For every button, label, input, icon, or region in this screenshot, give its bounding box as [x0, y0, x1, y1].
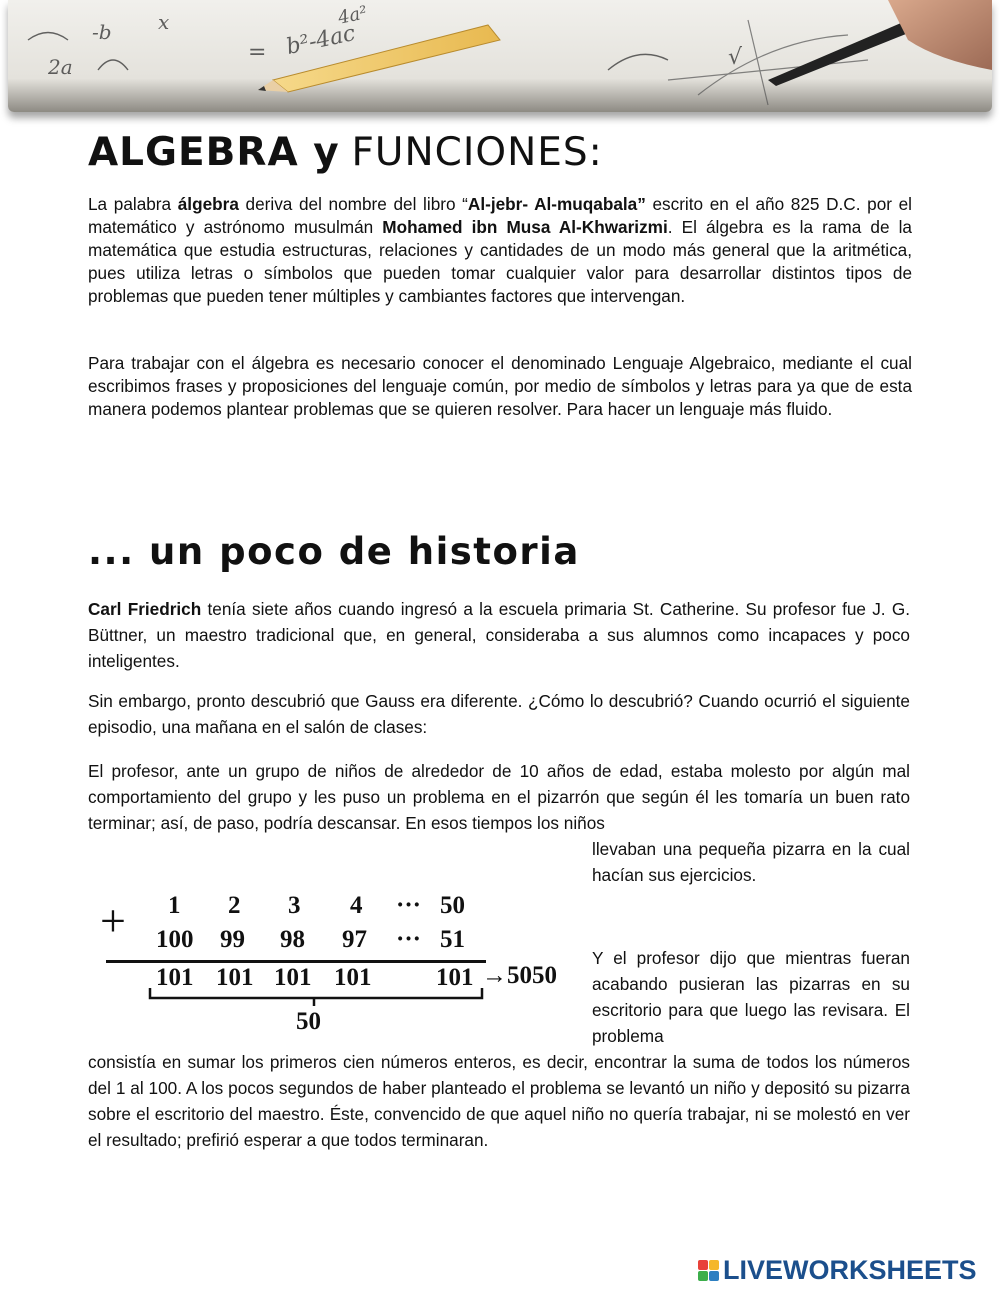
history-paragraph-1-text: tenía siete años cuando ingresó a la escuela primaria St. Catherine. Su profesor fue J. G. Büttner, un maestro tradicional que, en general, consideraba a sus alumnos como incapaces y poco inteligentes.: [88, 599, 910, 671]
logo-block: [709, 1271, 719, 1281]
sum-line: [106, 960, 486, 963]
row2-number: 51: [440, 926, 465, 953]
row1-number: 3: [288, 892, 301, 919]
row2-number: 98: [280, 926, 305, 953]
banner-formula: 4a²: [336, 2, 370, 29]
intro-text-run: La palabra: [88, 194, 178, 214]
row2-number: 100: [156, 926, 194, 953]
title-light: FUNCIONES:: [351, 130, 603, 175]
intro-bold-term: Al-jebr- Al-muqabala”: [467, 194, 646, 214]
banner-formula: b²-4ac: [284, 21, 358, 60]
row1-number: 4: [350, 892, 363, 919]
intro-text-run: deriva del nombre del libro “: [238, 194, 468, 214]
row3-number: 101: [436, 964, 474, 991]
intro-text-run: . El álgebra es la rama de la matemática que estudia estructuras, relaciones y cantidades de un modo más general que la aritmética, pues utiliza letras o símbolos que pueden tomar cualquier valor para desarrollar distintos tipos de problemas que pueden tener múltiples y cambiantes factores que intervengan.: [88, 217, 912, 306]
plus-sign: +: [100, 895, 126, 946]
header-banner-image: [8, 0, 992, 112]
history-paragraph-2: Sin embargo, pronto descubrió que Gauss era diferente. ¿Cómo lo descubrió? Cuando ocurrió el siguiente episodio, una mañana en el salón de clases:: [88, 691, 910, 737]
carl-friedrich-name: Carl Friedrich: [88, 599, 202, 619]
logo-block: [709, 1260, 719, 1270]
row3-number: 101: [334, 964, 372, 991]
intro-paragraph-2: Para trabajar con el álgebra es necesario conocer el denominado Lenguaje Algebraico, mediante el cual escribimos frases y proposiciones del lenguaje común, por medio de símbolos y letras para ya que de esta manera podemos plantear problemas que se quieren resolver. Para hacer un lenguaje más fluido.: [88, 353, 912, 419]
intro-bold-term: álgebra: [177, 194, 239, 214]
row1-number: 2: [228, 892, 241, 919]
banner-formula: 2a: [48, 55, 73, 79]
banner-formula: √: [728, 45, 743, 70]
history-paragraph-3-continued: llevaban una pequeña pizarra en la cual hacían sus ejercicios.: [592, 839, 910, 885]
history-paragraph-4: Y el profesor dijo que mientras fueran acabando pusieran las pizarras en su escritorio para que luego las revisara. El problema: [592, 948, 910, 1046]
row2-ellipsis: ···: [396, 926, 422, 953]
banner-illustration: [8, 0, 992, 112]
history-heading-light: ... un poco de: [88, 530, 394, 573]
title-bold: ALGEBRA y: [88, 130, 340, 175]
logo-text: LIVEWORKSHEETS: [723, 1254, 977, 1285]
intro-paragraph-1: [88, 193, 912, 308]
intro-text-run: escrito en el año 825 D.C. por el matemático y astrónomo musulmán: [88, 194, 912, 237]
gauss-sum-figure: [100, 888, 580, 1048]
history-heading-bold: historia: [407, 530, 580, 573]
row2-number: 97: [342, 926, 367, 953]
history-heading: [88, 530, 580, 573]
sum-total: →5050: [482, 962, 557, 989]
history-paragraph-3: El profesor, ante un grupo de niños de alrededor de 10 años de edad, estaba molesto por algún mal comportamiento del grupo y les puso un problema en el pizarrón que según él les tomaría un buen rato terminar; así, de paso, podría descansar. En esos tiempos los niños: [88, 761, 910, 833]
history-paragraph-5: consistía en sumar los primeros cien números enteros, es decir, encontrar la suma de todos los números del 1 al 100. A los pocos segundos de haber planteado el problema se levantó un niño y depositó su pizarra sobre el escritorio del maestro. Éste, convencido de que aquel niño no quería trabajar, ni se molestó en ver el resultado; prefirió esperar a que todos terminaran.: [88, 1052, 910, 1150]
logo-block: [698, 1260, 708, 1270]
row2-number: 99: [220, 926, 245, 953]
page-title: [88, 130, 603, 175]
count-number: 50: [296, 1008, 321, 1035]
history-paragraph-1: [88, 596, 910, 674]
banner-formula: -b: [92, 20, 112, 44]
row3-number: 101: [156, 964, 194, 991]
row1-number: 1: [168, 892, 181, 919]
row1-number: 50: [440, 892, 465, 919]
liveworksheets-logo: [698, 1255, 977, 1285]
banner-formula: =: [248, 40, 267, 65]
logo-blocks-icon: [698, 1260, 719, 1281]
logo-block: [698, 1271, 708, 1281]
intro-bold-term: Mohamed ibn Musa Al-Khwarizmi: [382, 217, 668, 237]
row3-number: 101: [274, 964, 312, 991]
row3-number: 101: [216, 964, 254, 991]
banner-formula: x: [158, 10, 170, 34]
row1-ellipsis: ···: [396, 892, 422, 919]
